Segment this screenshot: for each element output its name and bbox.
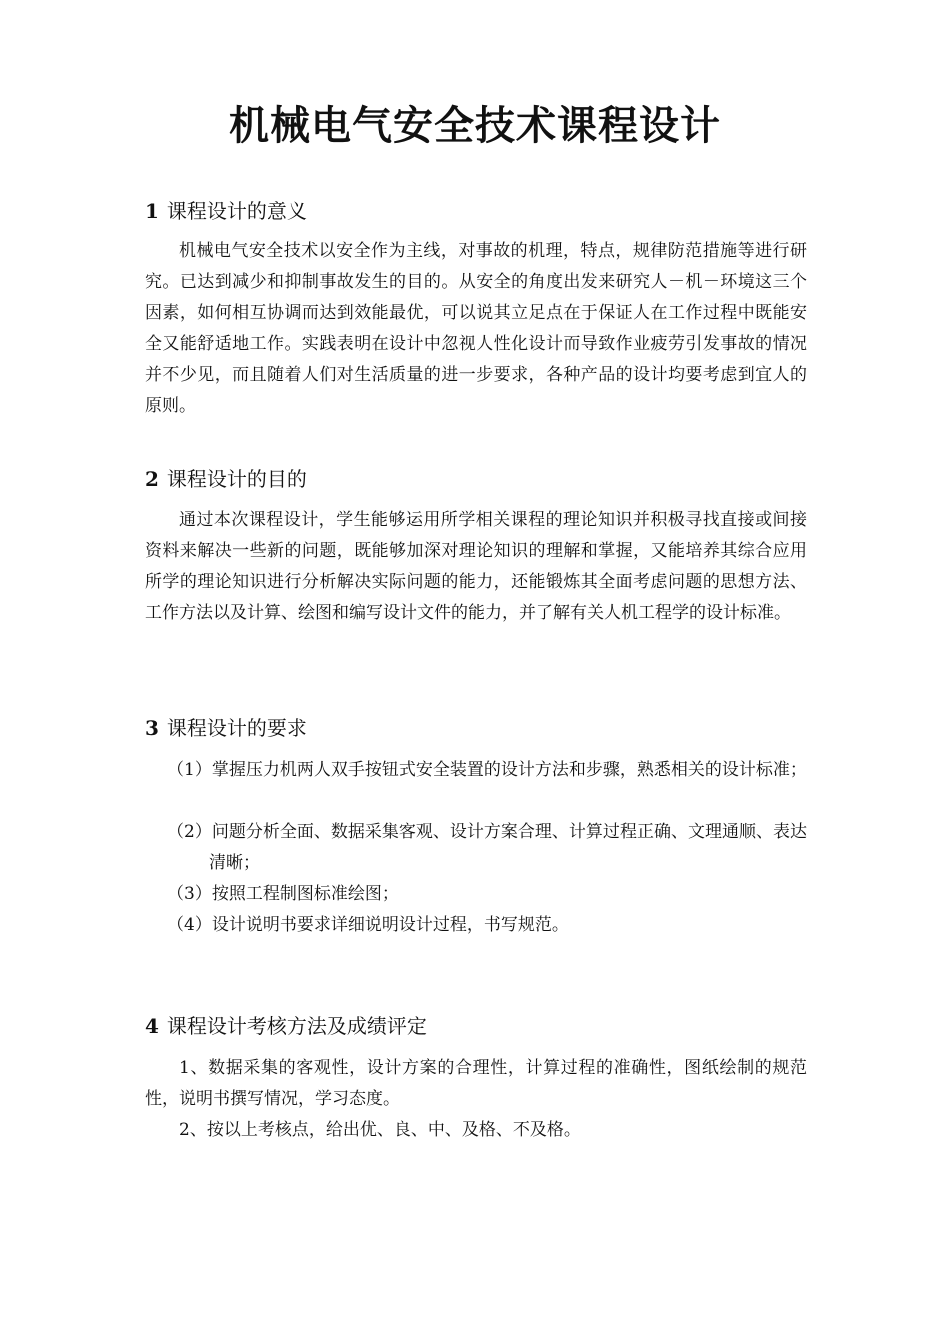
list-item: （3）按照工程制图标准绘图； xyxy=(167,884,399,904)
assessment-item: 2、按以上考核点，给出优、良、中、及格、不及格。 xyxy=(179,1120,581,1140)
section-number: 1 xyxy=(145,199,159,223)
section-paragraph: 机械电气安全技术以安全作为主线，对事故的机理，特点，规律防范措施等进行研究。已达到减少和抑制事故发生的目的。从安全的角度出发来研究人－机－环境这三个因素，如何相互协调而达到效能最优，可以说其立足点在于保证人在工作过程中既能安全又能舒适地工作。实践表明在设计中忽视人性化设计而导致作业疲劳引发事故的情况并不少见，而且随着人们对生活质量的进一步要求，各种产品的设计均要考虑到宜人的原则。 xyxy=(145,241,807,416)
section-heading xyxy=(145,1011,807,1041)
section-number: 3 xyxy=(145,716,159,740)
section-heading-text: 课程设计的目的 xyxy=(166,467,307,491)
assessment-item: 1、数据采集的客观性，设计方案的合理性，计算过程的准确性，图纸绘制的规范性，说明书撰写情况，学习态度。 xyxy=(145,1058,807,1109)
list-item: （2）问题分析全面、数据采集客观、设计方案合理、计算过程正确、文理通顺、表达清晰； xyxy=(167,822,807,873)
document-title: 机械电气安全技术课程设计 xyxy=(229,103,721,149)
section-purpose xyxy=(145,464,807,629)
section-heading xyxy=(145,464,807,494)
section-heading-text: 课程设计的意义 xyxy=(166,199,307,223)
requirements-list xyxy=(145,755,807,941)
list-item: （4）设计说明书要求详细说明设计过程，书写规范。 xyxy=(167,915,569,935)
list-item: （1）掌握压力机两人双手按钮式安全装置的设计方法和步骤，熟悉相关的设计标准； xyxy=(167,760,807,780)
section-assessment xyxy=(145,1011,807,1146)
section-heading xyxy=(145,713,807,743)
section-paragraph: 通过本次课程设计，学生能够运用所学相关课程的理论知识并积极寻找直接或间接资料来解决一些新的问题，既能够加深对理论知识的理解和掌握，又能培养其综合应用所学的理论知识进行分析解决实际问题的能力，还能锻炼其全面考虑问题的思想方法、工作方法以及计算、绘图和编写设计文件的能力，并了解有关人机工程学的设计标准。 xyxy=(145,510,807,623)
section-heading xyxy=(145,196,807,226)
section-significance xyxy=(145,196,807,422)
section-number: 2 xyxy=(145,467,159,491)
section-heading-text: 课程设计考核方法及成绩评定 xyxy=(166,1014,427,1038)
section-number: 4 xyxy=(145,1014,159,1038)
section-heading-text: 课程设计的要求 xyxy=(166,716,307,740)
section-requirements xyxy=(145,713,807,941)
